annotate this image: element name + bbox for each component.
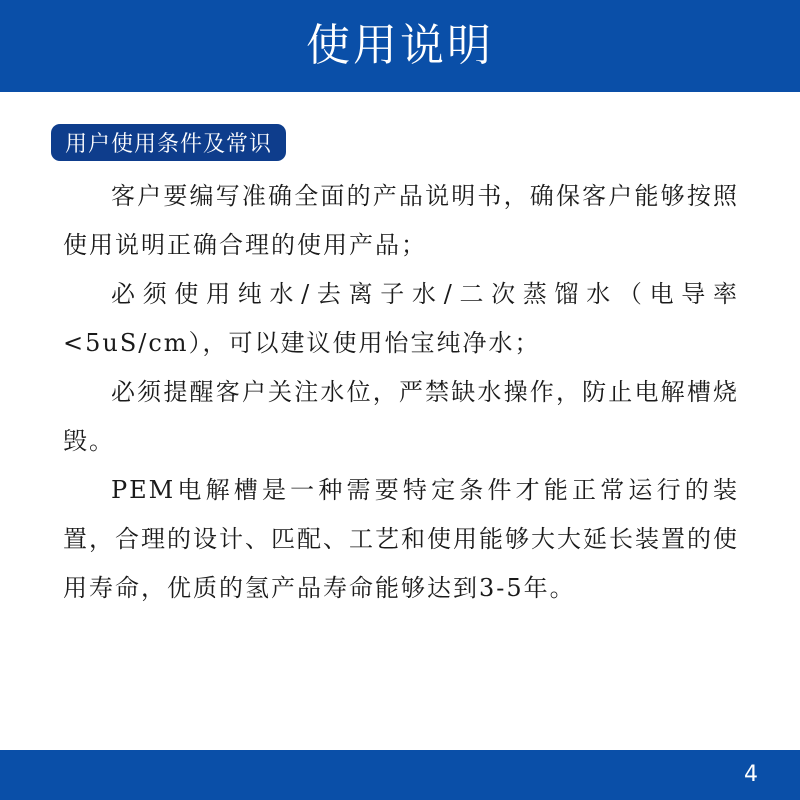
section-title: 用户使用条件及常识 (65, 132, 273, 157)
body-content (63, 172, 739, 613)
page-title: 使用说明 (306, 20, 494, 71)
page-number: 4 (744, 762, 758, 787)
paragraph-water-level: 必须提醒客户关注水位，严禁缺水操作，防止电解槽烧毁。 (63, 378, 739, 455)
paragraph-water: 必须使用纯水/去离子水/二次蒸馏水（电导率<5uS/cm），可以建议使用怡宝纯净水； (63, 280, 739, 357)
header-bar (0, 0, 800, 92)
paragraph-pem-lifetime: PEM电解槽是一种需要特定条件才能正常运行的装置，合理的设计、匹配、工艺和使用能够大大延长装置的使用寿命，优质的氢产品寿命能够达到3-5年。 (63, 476, 739, 602)
section-badge (51, 124, 286, 161)
paragraph-manual: 客户要编写准确全面的产品说明书，确保客户能够按照使用说明正确合理的使用产品； (63, 182, 739, 259)
footer-bar (0, 750, 800, 800)
